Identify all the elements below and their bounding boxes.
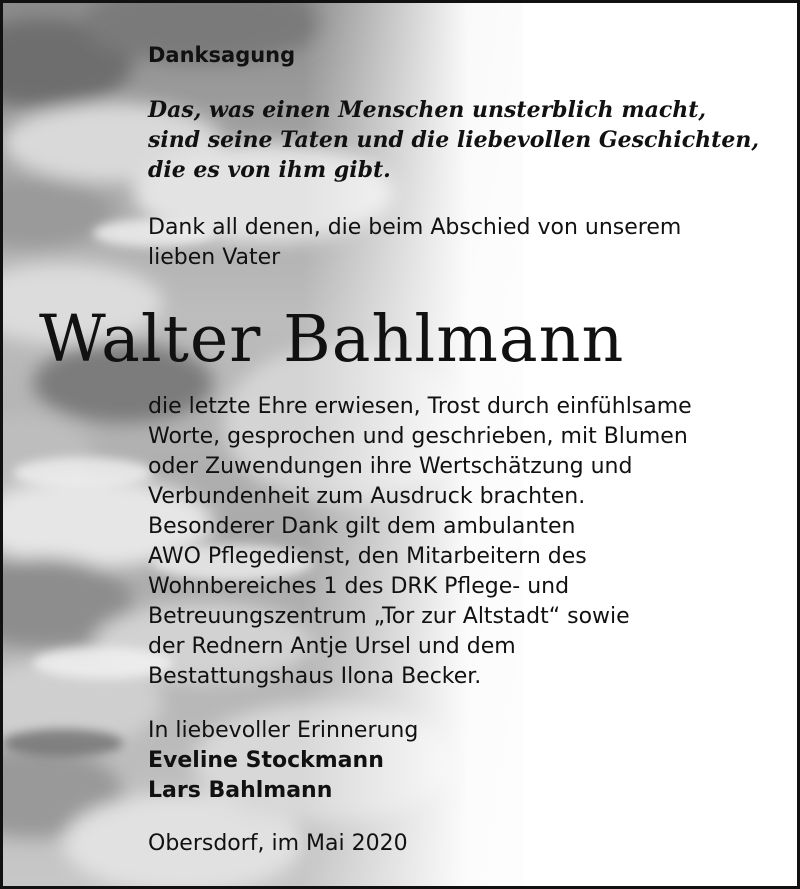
body-line: Betreuungszentrum „Tor zur Altstadt“ sowie [148, 604, 630, 629]
body-line: oder Zuwendungen ihre Wertschätzung und [148, 454, 633, 479]
place-date: Obersdorf, im Mai 2020 [148, 831, 408, 856]
signer-name: Eveline Stockmann [148, 748, 384, 773]
quote-line: sind seine Taten und die liebevollen Geschichten, [148, 127, 759, 153]
body-line: AWO Pflegedienst, den Mitarbeitern des [148, 544, 587, 569]
body-line: Worte, gesprochen und geschrieben, mit Blumen [148, 424, 688, 449]
thanks-body [148, 392, 692, 692]
quote-line: Das, was einen Menschen unsterblich macht, [148, 97, 707, 123]
intro-line: lieben Vater [148, 245, 281, 270]
body-line: Wohnbereiches 1 des DRK Pflege- und [148, 574, 570, 599]
closing-block [148, 716, 418, 806]
deceased-name: Walter Bahlmann [39, 302, 625, 377]
signer-name: Lars Bahlmann [148, 778, 333, 803]
body-line: die letzte Ehre erwiesen, Trost durch einfühlsame [148, 394, 692, 419]
closing-line: In liebevoller Erinnerung [148, 718, 419, 743]
memorial-quote [148, 95, 759, 185]
body-line: Bestattungshaus Ilona Becker. [148, 664, 482, 689]
body-line: Besonderer Dank gilt dem ambulanten [148, 514, 576, 539]
heading-danksagung: Danksagung [148, 43, 296, 67]
quote-line: die es von ihm gibt. [148, 157, 391, 183]
intro-line: Dank all denen, die beim Abschied von unserem [148, 215, 682, 240]
intro-text [148, 213, 681, 273]
body-line: Verbundenheit zum Ausdruck brachten. [148, 484, 586, 509]
body-line: der Rednern Antje Ursel und dem [148, 634, 516, 659]
